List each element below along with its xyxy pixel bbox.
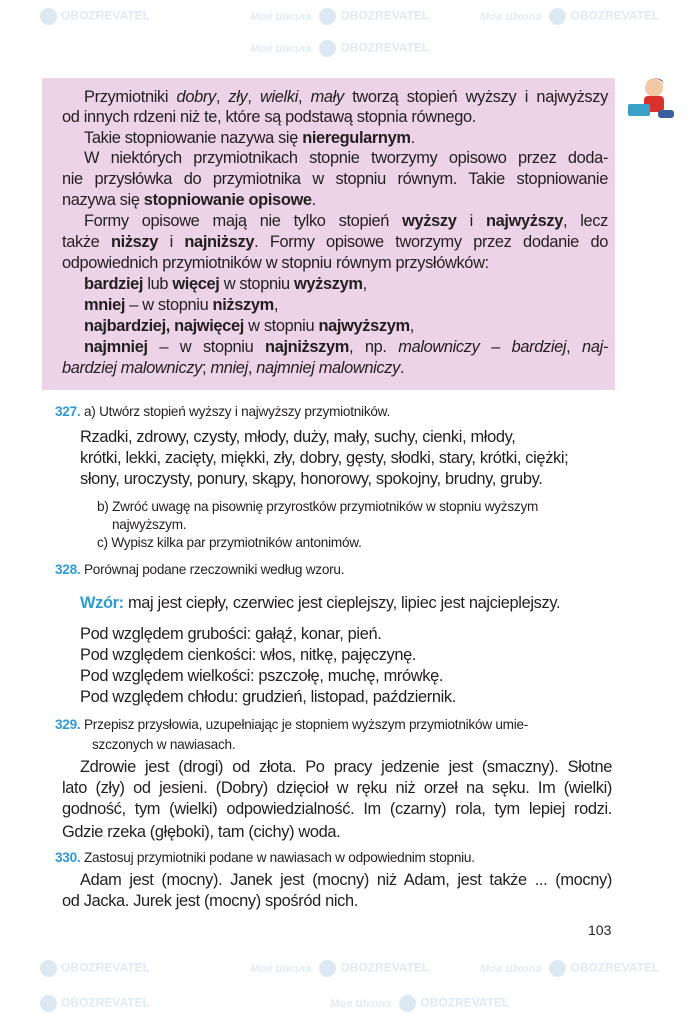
text-segment: Adam jest (mocny). Janek jest (mocny) niż Adam, jest także ... (mocny) (80, 871, 612, 889)
text-segment: lato (zły) od jesieni. (Dobry) dzięcioł w ręku niż orzeł na sęku. Im (wielki) (62, 779, 612, 797)
exercise-line (80, 644, 615, 666)
bold-term: wyższy (402, 212, 457, 230)
exercise-number: 327. (55, 404, 81, 419)
watermark (40, 960, 150, 977)
text-segment: , (215, 88, 229, 106)
exercise-number: 329. (55, 717, 81, 732)
exercise-number: 328. (55, 562, 81, 577)
exercise-number: 330. (55, 850, 81, 865)
exercise-line (62, 798, 612, 820)
exercise-line (62, 821, 612, 843)
watermark (250, 8, 429, 25)
watermark (330, 995, 509, 1012)
text-segment: Pod względem grubości: gałąź, konar, pień. (80, 625, 382, 643)
watermark-brand: OBOZREVATEL (420, 995, 510, 1010)
text-segment: maj jest ciepły, czerwiec jest cieplejszy, lipiec jest najcieplejszy. (123, 594, 561, 612)
text-segment: – w stopniu (147, 338, 266, 356)
watermark-logo-icon (549, 8, 566, 25)
text-segment: , (298, 88, 311, 106)
text-segment: nazywa się (62, 191, 144, 209)
watermark-brand: OBOZREVATEL (61, 8, 150, 23)
bold-term: bardziej (84, 275, 144, 293)
exercise-line (80, 592, 615, 614)
rule-line (84, 127, 608, 149)
bold-term: najwyższym (318, 317, 410, 335)
text-segment: , (566, 338, 583, 356)
italic-example: naj- (582, 338, 608, 356)
watermark (480, 960, 659, 977)
italic-example: bardziej malowniczy (62, 359, 203, 377)
text-segment: , (273, 296, 279, 314)
text-segment: Pod względem wielkości: pszczołę, muchę, mrówkę. (80, 667, 444, 685)
text-segment: . (311, 191, 316, 209)
watermark-school: Моя Школа (330, 997, 392, 1010)
rule-line (62, 189, 608, 211)
text-segment: godność, tym (wielki) odpowiedzialność. Im (czarny) rola, tym lepiej rodzi. (62, 800, 612, 818)
text-segment: lub (143, 275, 173, 293)
text-segment: i (158, 233, 185, 251)
watermark-logo-icon (399, 995, 416, 1012)
watermark-logo-icon (319, 8, 336, 25)
rule-line (62, 252, 608, 274)
italic-example: wielki (260, 88, 298, 106)
watermark (40, 8, 150, 25)
watermark-brand: OBOZREVATEL (570, 8, 660, 23)
exercise-line (80, 665, 615, 687)
bold-term: nieregularnym (302, 129, 411, 147)
text-segment: . Formy opisowe tworzymy przez dodanie do (254, 233, 608, 251)
italic-example: dobry (176, 88, 216, 106)
text-segment: c) Wypisz kilka par przymiotników antonimów. (97, 535, 362, 550)
text-segment: Zastosuj przymiotniki podane w nawiasach w odpowiednim stopniu. (80, 850, 475, 865)
bold-term: najniższy (184, 233, 255, 251)
rule-line (84, 86, 608, 108)
text-segment: a) Utwórz stopień wyższy i najwyższy przymiotników. (80, 404, 391, 419)
watermark-logo-icon (319, 960, 336, 977)
text-segment: Gdzie rzeka (głęboki), tam (cichy) woda. (62, 823, 341, 841)
boy-reading-illustration-icon (614, 74, 680, 124)
rule-line (62, 231, 608, 253)
text-segment: słony, uroczysty, ponury, skąpy, honorowy, spokojny, brudny, gruby. (80, 470, 543, 488)
watermark (480, 8, 659, 25)
watermark-logo-icon (40, 8, 57, 25)
text-segment: Przymiotniki (84, 88, 177, 106)
watermark-logo-icon (40, 960, 57, 977)
watermark-school: Моя Школа (250, 42, 312, 55)
bold-term: mniej (84, 296, 126, 314)
bold-term: stopniowanie opisowe (143, 191, 312, 209)
text-segment: Pod względem cienkości: włos, nitkę, pajęczynę. (80, 646, 417, 664)
bold-term: najniższym (265, 338, 349, 356)
rule-line (62, 106, 608, 128)
text-segment: Przepisz przysłowia, uzupełniając je stopniem wyższym przymiotników umie- (80, 717, 529, 732)
text-segment: , (409, 317, 414, 335)
watermark-brand: OBOZREVATEL (61, 995, 150, 1010)
exercise-line (97, 532, 615, 554)
text-segment: Rzadki, zdrowy, czysty, młody, duży, mały, suchy, cienki, młody, (80, 428, 516, 446)
text-segment: także (62, 233, 111, 251)
page-number: 103 (588, 922, 612, 938)
text-segment: odpowiednich przymiotników w stopniu równym przysłówków: (62, 254, 489, 272)
text-segment: nie przysłówka do przymiotnika w stopniu równym. Takie stopniowanie (62, 170, 608, 188)
exercise-line (55, 847, 615, 869)
text-segment: w stopniu (243, 317, 319, 335)
exercise-line (80, 756, 612, 778)
rule-line (62, 168, 608, 190)
text-segment: b) Zwróć uwagę na pisownię przyrostków przymiotników w stopniu wyższym (97, 499, 539, 514)
text-segment: Pod względem chłodu: grudzień, listopad, październik. (80, 688, 456, 706)
watermark-logo-icon (319, 40, 336, 57)
watermark-brand: OBOZREVATEL (340, 8, 430, 23)
rule-line (84, 273, 608, 295)
rule-line (84, 315, 608, 337)
exercise-line (55, 401, 615, 423)
text-segment: W niektórych przymiotnikach stopnie tworzymy opisowo przez doda- (84, 149, 608, 167)
italic-example: malowniczy – bardziej (398, 338, 567, 356)
watermark-school: Моя Школа (480, 10, 542, 23)
watermark (250, 960, 429, 977)
text-segment: , (247, 359, 257, 377)
bold-term: niższy (110, 233, 159, 251)
exercise-line (62, 890, 612, 912)
exercise-line (62, 777, 612, 799)
exercise-line (80, 426, 615, 448)
bold-term: wyższym (294, 275, 363, 293)
text-segment: szczonych w nawiasach. (92, 737, 236, 752)
rule-line (84, 147, 608, 169)
text-segment: od Jacka. Jurek jest (mocny) spośród nich. (62, 892, 358, 910)
text-segment: w stopniu (219, 275, 294, 293)
text-segment: , (247, 88, 261, 106)
text-segment: ; (202, 359, 211, 377)
exercise-line (80, 447, 615, 469)
exercise-line (80, 623, 615, 645)
text-segment: , np. (348, 338, 399, 356)
watermark (40, 995, 150, 1012)
watermark-logo-icon (549, 960, 566, 977)
text-segment: . (410, 129, 415, 147)
watermark-brand: OBOZREVATEL (570, 960, 660, 975)
bold-term: więcej (172, 275, 220, 293)
text-segment: , lecz (562, 212, 608, 230)
rule-line (62, 357, 608, 379)
bold-term: niższym (212, 296, 274, 314)
italic-example: mniej (210, 359, 248, 377)
text-segment: Formy opisowe mają nie tylko stopień (84, 212, 403, 230)
exercise-line (92, 734, 612, 756)
bold-term: najwyższy (485, 212, 563, 230)
text-segment: najwyższym. (112, 517, 187, 532)
text-segment: . (399, 359, 405, 377)
watermark-school: Моя Школа (250, 10, 312, 23)
italic-example: najmniej malowniczy (256, 359, 400, 377)
rule-line (84, 294, 608, 316)
exercise-line (80, 869, 612, 891)
rule-line (84, 336, 608, 358)
exercise-number: Wzór: (80, 594, 124, 612)
italic-example: zły (228, 88, 248, 106)
exercise-line (80, 468, 615, 490)
bold-term: najmniej (84, 338, 148, 356)
exercise-line (55, 714, 615, 736)
rule-line (84, 210, 608, 232)
text-segment: , (362, 275, 367, 293)
watermark (250, 40, 429, 57)
bold-term: najbardziej, najwięcej (84, 317, 244, 335)
text-segment: od innych rdzeni niż te, które są podstawą stopnia równego. (62, 108, 476, 126)
text-segment: Zdrowie jest (drogi) od złota. Po pracy jedzenie jest (smaczny). Słotne (80, 758, 612, 776)
watermark-brand: OBOZREVATEL (61, 960, 150, 975)
text-segment: Takie stopniowanie nazywa się (84, 129, 303, 147)
text-segment: tworzą stopień wyższy i najwyższy (343, 88, 608, 106)
text-segment: krótki, lekki, zacięty, miękki, zły, dobry, gęsty, słodki, stary, krótki, ciężki; (80, 449, 569, 467)
watermark-school: Моя Школа (250, 962, 312, 975)
text-segment: Porównaj podane rzeczowniki według wzoru. (80, 562, 345, 577)
watermark-brand: OBOZREVATEL (340, 40, 430, 55)
watermark-logo-icon (40, 995, 57, 1012)
watermark-school: Моя Школа (480, 962, 542, 975)
watermark-brand: OBOZREVATEL (340, 960, 430, 975)
text-segment: – w stopniu (125, 296, 213, 314)
exercise-line (80, 686, 615, 708)
exercise-line (55, 559, 615, 581)
italic-example: mały (310, 88, 344, 106)
text-segment: i (456, 212, 486, 230)
